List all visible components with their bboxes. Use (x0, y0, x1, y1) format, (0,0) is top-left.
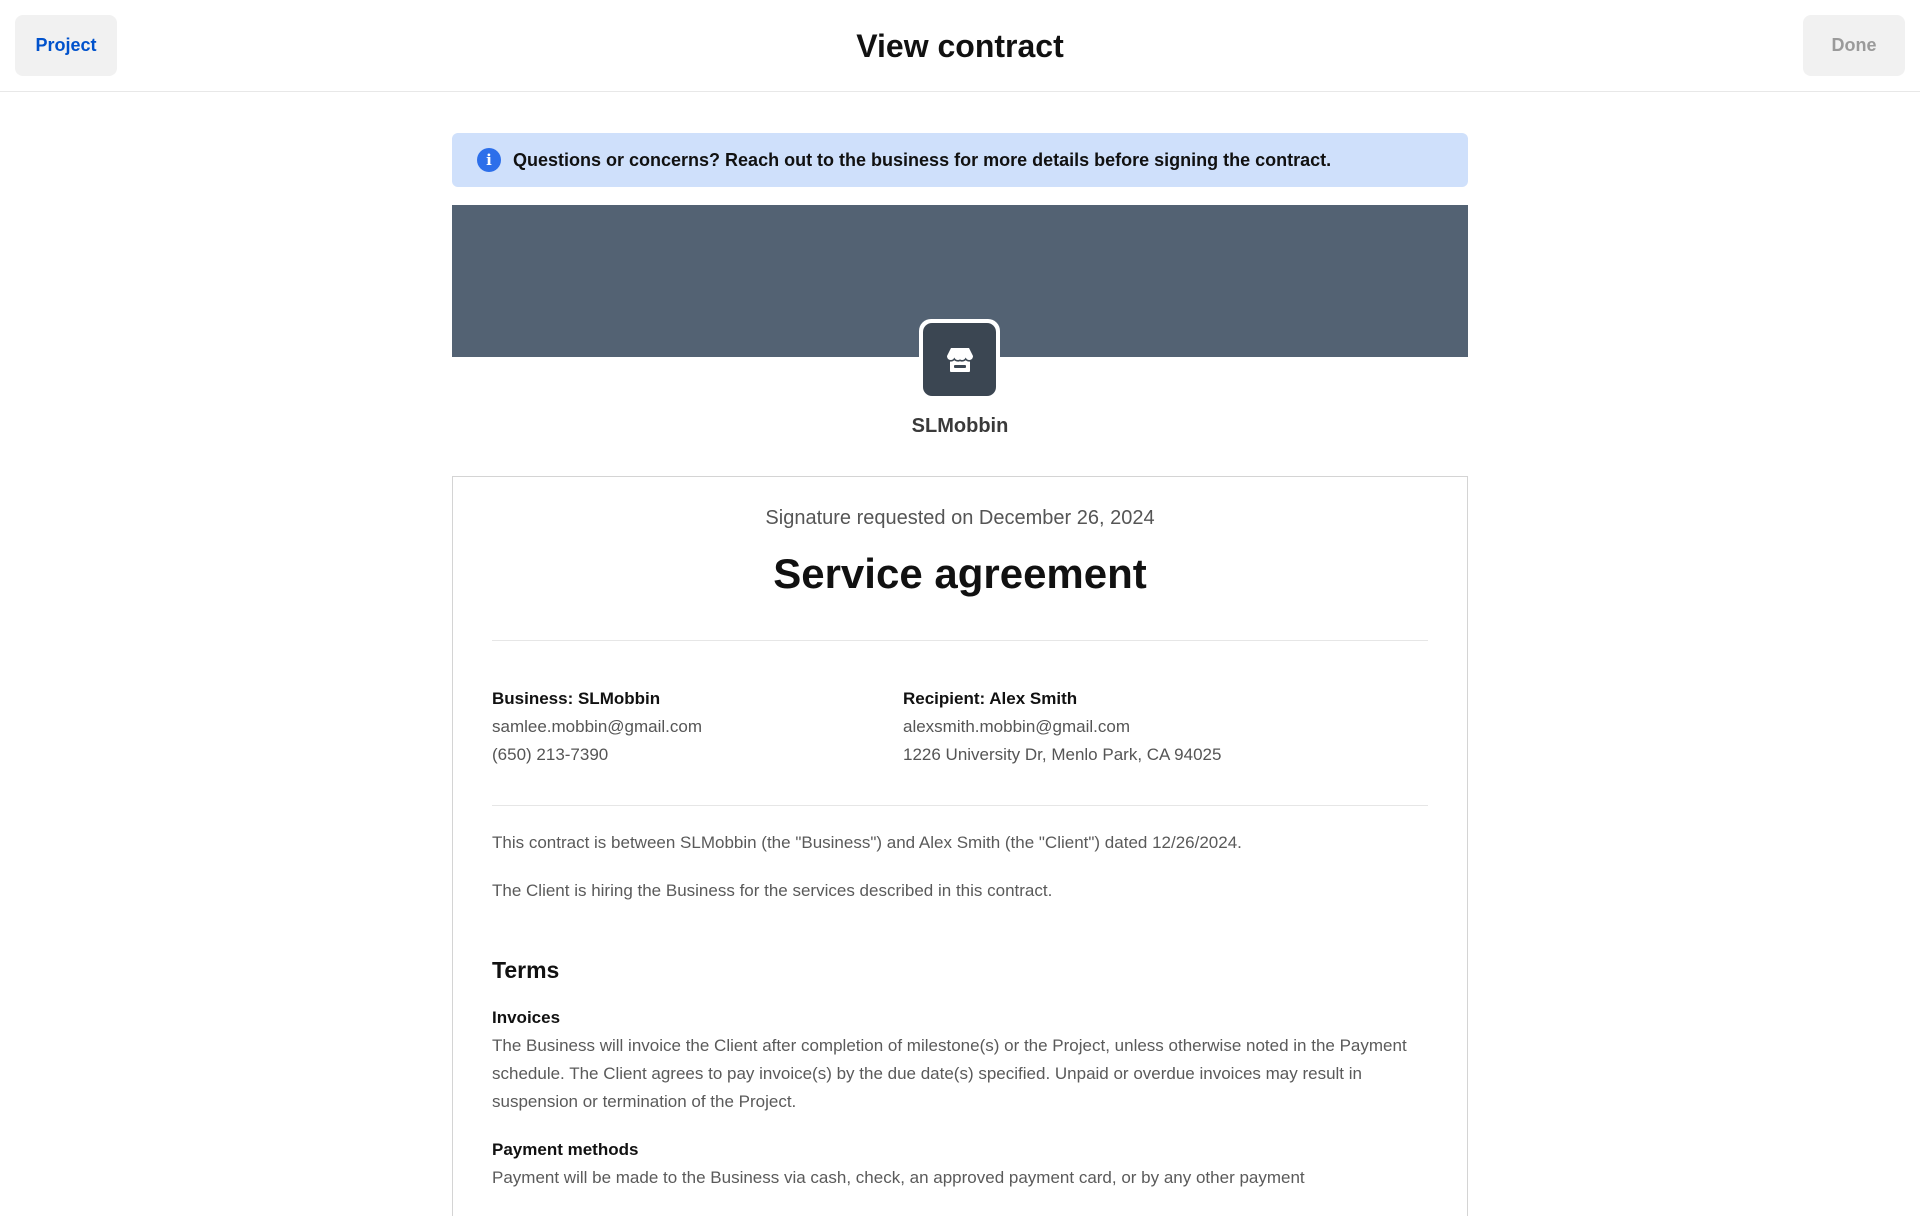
payment-methods-text: Payment will be made to the Business via cash, check, an approved payment card, or by any other payment (492, 1168, 1305, 1187)
top-bar (0, 0, 1920, 92)
contract-title: Service agreement (773, 550, 1147, 597)
recipient-party (903, 685, 1221, 769)
signature-requested-date: Signature requested on December 26, 2024 (765, 507, 1155, 529)
business-name: SLMobbin (911, 415, 1009, 437)
business-phone: (650) 213-7390 (492, 745, 609, 764)
invoices-text: The Business will invoice the Client after completion of milestone(s) or the Project, unless otherwise noted in the Payment schedule. The Client agrees to pay invoice(s) by the due date(s) specified. Unpaid or overdue invoices may result in suspension or termination of the Project. (492, 1036, 1407, 1111)
storefront-icon (944, 344, 976, 376)
recipient-party-heading: Recipient: Alex Smith (903, 689, 1078, 708)
project-button[interactable]: Project (15, 15, 117, 76)
invoices-heading: Invoices (492, 1008, 561, 1027)
contract-intro: This contract is between SLMobbin (the "Business") and Alex Smith (the "Client") dated 12/26/2024. (492, 833, 1242, 852)
divider (492, 805, 1428, 806)
business-logo (919, 319, 1000, 400)
recipient-address: 1226 University Dr, Menlo Park, CA 94025 (903, 745, 1222, 764)
info-icon: i (477, 148, 501, 172)
business-header-banner (452, 205, 1468, 357)
business-party (492, 685, 903, 769)
terms-heading: Terms (492, 957, 560, 983)
page-title: View contract (856, 28, 1064, 64)
contract-parties (492, 685, 1428, 769)
contract-hiring-statement: The Client is hiring the Business for the services described in this contract. (492, 881, 1053, 900)
main-column (452, 133, 1468, 1216)
business-email: samlee.mobbin@gmail.com (492, 717, 703, 736)
info-banner (452, 133, 1468, 187)
payment-methods-heading: Payment methods (492, 1140, 639, 1159)
done-button[interactable]: Done (1803, 15, 1905, 76)
business-party-heading: Business: SLMobbin (492, 689, 661, 708)
divider (492, 640, 1428, 641)
info-banner-text: Questions or concerns? Reach out to the business for more details before signing the contract. (513, 149, 1332, 170)
recipient-email: alexsmith.mobbin@gmail.com (903, 717, 1131, 736)
contract-document (452, 476, 1468, 1216)
